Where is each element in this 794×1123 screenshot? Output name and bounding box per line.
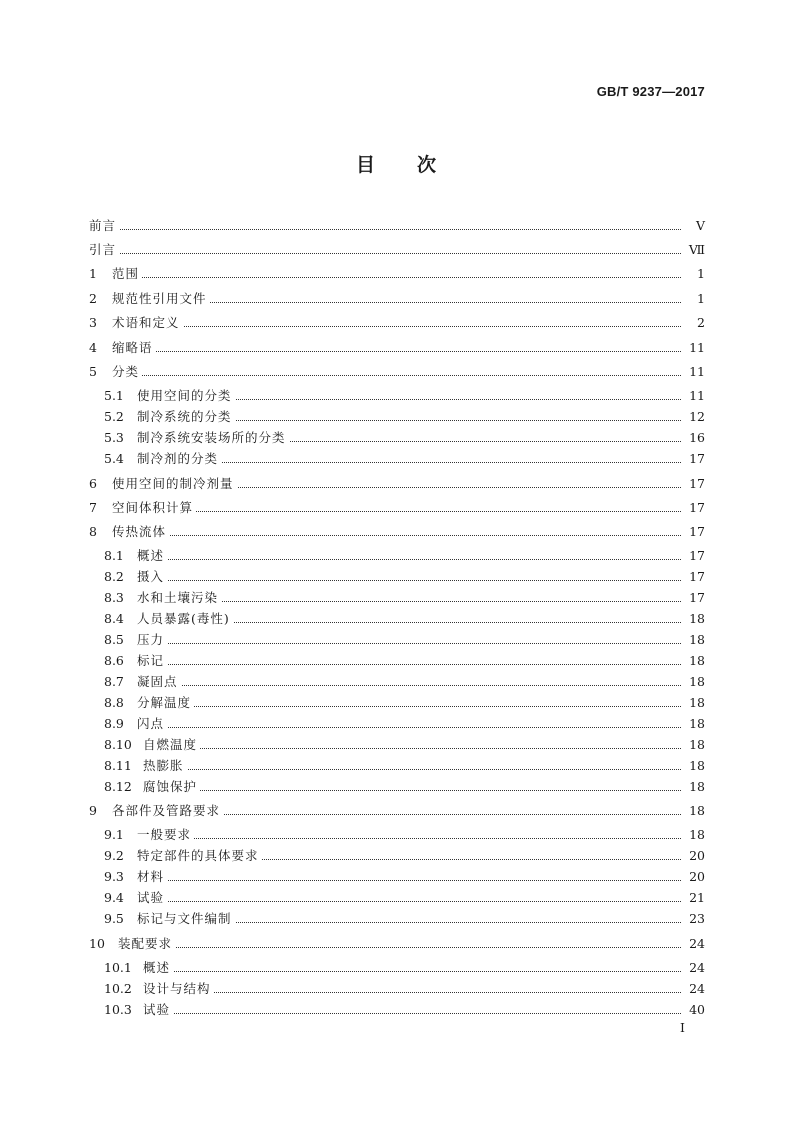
toc-leader-dots: [89, 253, 681, 254]
toc-leader-dots: [143, 1013, 681, 1014]
toc-entry-number: 5: [89, 364, 97, 379]
toc-entry-page: 18: [686, 778, 705, 796]
toc-leader-dots: [143, 992, 681, 993]
toc-entry-number: 8.1: [104, 548, 124, 563]
toc-leader-dots: [137, 580, 681, 581]
toc-entry-page: 21: [686, 889, 705, 907]
toc-leader-dots: [137, 706, 681, 707]
toc-entry-page: 11: [686, 363, 705, 381]
standard-code: GB/T 9237—2017: [596, 84, 705, 99]
toc-entry-page: 1: [694, 265, 705, 283]
toc-entry[interactable]: [0, 429, 794, 447]
toc-entry-page: 18: [686, 802, 705, 820]
toc-entry-label: 闪点: [137, 715, 167, 733]
toc-leader-dots: [143, 748, 681, 749]
toc-entry-number: 5.2: [104, 409, 124, 424]
toc-entry-number: 8.11: [104, 758, 132, 773]
toc-entry-number: 6: [89, 476, 97, 491]
toc-entry[interactable]: [0, 959, 794, 977]
toc-entry[interactable]: [0, 241, 794, 259]
toc-entry[interactable]: [0, 217, 794, 235]
toc-leader-dots: [137, 643, 681, 644]
toc-entry[interactable]: [0, 547, 794, 565]
toc-leader-dots: [112, 326, 681, 327]
toc-entry-label: 使用空间的分类: [137, 387, 235, 405]
toc-leader-dots: [137, 901, 681, 902]
toc-entry[interactable]: [0, 610, 794, 628]
toc-entry-number: 2: [89, 291, 97, 306]
toc-entry[interactable]: [0, 499, 794, 517]
toc-entry-label: 制冷系统安装场所的分类: [137, 429, 289, 447]
toc-entry-number: 8.4: [104, 611, 124, 626]
toc-entry[interactable]: [0, 387, 794, 405]
toc-entry-label: 规范性引用文件: [112, 290, 210, 308]
toc-entry-page: 24: [686, 959, 705, 977]
toc-entry-page: 11: [686, 387, 705, 405]
toc-entry-number: 8.8: [104, 695, 124, 710]
page-title-char-1: 目: [355, 154, 377, 176]
toc-leader-dots: [143, 769, 681, 770]
toc-entry-label: 人员暴露(毒性): [137, 610, 233, 628]
toc-entry-page: 24: [686, 980, 705, 998]
toc-entry-page: 17: [686, 589, 705, 607]
toc-entry[interactable]: [0, 475, 794, 493]
toc-entry[interactable]: [0, 736, 794, 754]
toc-entry[interactable]: [0, 715, 794, 733]
toc-entry[interactable]: [0, 523, 794, 541]
toc-entry-page: 2: [694, 314, 705, 332]
toc-entry-page: 11: [686, 339, 705, 357]
toc-entry-label: 试验: [143, 1001, 173, 1019]
toc-entry-label: 术语和定义: [112, 314, 183, 332]
toc-entry-number: 10.3: [104, 1002, 132, 1017]
toc-entry[interactable]: [0, 778, 794, 796]
page-title-char-2: 次: [417, 154, 439, 176]
toc-entry-label: 设计与结构: [143, 980, 214, 998]
toc-leader-dots: [137, 664, 681, 665]
toc-entry[interactable]: [0, 802, 794, 820]
toc-entry-number: 9.5: [104, 911, 124, 926]
toc-entry-label: 制冷系统的分类: [137, 408, 235, 426]
toc-entry-number: 9.1: [104, 827, 124, 842]
toc-entry-page: 18: [686, 694, 705, 712]
toc-entry-number: 9.2: [104, 848, 124, 863]
toc-entry-label: 材料: [137, 868, 167, 886]
toc-entry[interactable]: [0, 826, 794, 844]
toc-entry[interactable]: [0, 757, 794, 775]
toc-entry-page: 17: [686, 547, 705, 565]
toc-entry-page: 17: [686, 450, 705, 468]
toc-leader-dots: [112, 535, 681, 536]
toc-entry-label: 一般要求: [137, 826, 194, 844]
toc-entry-number: 9.4: [104, 890, 124, 905]
toc-entry-label: 概述: [137, 547, 167, 565]
toc-entry-label: 摄入: [137, 568, 167, 586]
toc-entry-page: 17: [686, 523, 705, 541]
toc-entry-number: 4: [89, 340, 97, 355]
toc-leader-dots: [112, 375, 681, 376]
toc-entry[interactable]: [0, 980, 794, 998]
toc-entry-label: 标记: [137, 652, 167, 670]
toc-entry-number: 8.5: [104, 632, 124, 647]
toc-entry-page: 17: [686, 499, 705, 517]
toc-leader-dots: [137, 559, 681, 560]
toc-entry-number: 5.4: [104, 451, 124, 466]
toc-entry[interactable]: [0, 631, 794, 649]
toc-entry[interactable]: [0, 935, 794, 953]
toc-entry[interactable]: [0, 868, 794, 886]
toc-entry-page: 18: [686, 826, 705, 844]
toc-entry[interactable]: [0, 589, 794, 607]
toc-entry-number: 9: [89, 803, 97, 818]
toc-entry-page: Ⅶ: [686, 241, 705, 259]
toc-entry-page: 18: [686, 715, 705, 733]
toc-entry-page: 20: [686, 847, 705, 865]
toc-entry-label: 使用空间的制冷剂量: [112, 475, 237, 493]
toc-leader-dots: [89, 229, 681, 230]
toc-entry-page: 18: [686, 652, 705, 670]
toc-entry-label: 前言: [89, 217, 119, 235]
toc-entry[interactable]: [0, 265, 794, 283]
toc-entry[interactable]: [0, 314, 794, 332]
toc-entry-page: 1: [694, 290, 705, 308]
toc-entry-page: 12: [686, 408, 705, 426]
toc-leader-dots: [112, 351, 681, 352]
toc-entry[interactable]: [0, 910, 794, 928]
toc-entry-page: 18: [686, 736, 705, 754]
toc-entry[interactable]: [0, 363, 794, 381]
toc-entry-label: 装配要求: [118, 935, 175, 953]
toc-entry-number: 5.3: [104, 430, 124, 445]
toc-entry-number: 8.9: [104, 716, 124, 731]
toc-entry-page: 17: [686, 475, 705, 493]
toc-entry-number: 8.6: [104, 653, 124, 668]
toc-entry-page: 20: [686, 868, 705, 886]
toc-entry-number: 9.3: [104, 869, 124, 884]
toc-entry-label: 腐蚀保护: [143, 778, 200, 796]
toc-entry-number: 8.7: [104, 674, 124, 689]
toc-entry-number: 8.3: [104, 590, 124, 605]
toc-entry-label: 压力: [137, 631, 167, 649]
toc-entry-number: 3: [89, 315, 97, 330]
toc-entry[interactable]: [0, 290, 794, 308]
toc-entry[interactable]: [0, 694, 794, 712]
toc-leader-dots: [143, 971, 681, 972]
toc-entry[interactable]: [0, 339, 794, 357]
toc-entry[interactable]: [0, 673, 794, 691]
toc-leader-dots: [137, 880, 681, 881]
toc-entry[interactable]: [0, 889, 794, 907]
toc-entry[interactable]: [0, 1001, 794, 1019]
toc-entry-number: 10: [89, 936, 105, 951]
toc-entry-number: 7: [89, 500, 97, 515]
toc-leader-dots: [112, 277, 681, 278]
toc-entry-label: 空间体积计算: [112, 499, 196, 517]
toc-entry-number: 5.1: [104, 388, 124, 403]
toc-entry-label: 凝固点: [137, 673, 181, 691]
toc-leader-dots: [112, 511, 681, 512]
toc-entry-number: 10.1: [104, 960, 132, 975]
toc-entry-page: 18: [686, 631, 705, 649]
toc-leader-dots: [137, 838, 681, 839]
toc-entry-label: 自燃温度: [143, 736, 200, 754]
toc-leader-dots: [143, 790, 681, 791]
toc-entry[interactable]: [0, 568, 794, 586]
toc-entry-label: 标记与文件编制: [137, 910, 235, 928]
toc-leader-dots: [118, 947, 681, 948]
toc-entry-number: 1: [89, 266, 97, 281]
toc-entry-page: 24: [686, 935, 705, 953]
toc-entry-label: 制冷剂的分类: [137, 450, 221, 468]
toc-entry-page: 40: [686, 1001, 705, 1019]
toc-entry-page: 18: [686, 610, 705, 628]
toc-entry-label: 特定部件的具体要求: [137, 847, 262, 865]
toc-entry[interactable]: [0, 652, 794, 670]
toc-entry[interactable]: [0, 450, 794, 468]
toc-entry-page: 18: [686, 757, 705, 775]
toc-entry-page: 16: [686, 429, 705, 447]
toc-entry-label: 各部件及管路要求: [112, 802, 223, 820]
toc-entry-label: 分解温度: [137, 694, 194, 712]
toc-entry-label: 传热流体: [112, 523, 169, 541]
toc-entry-label: 热膨胀: [143, 757, 187, 775]
toc-entry[interactable]: [0, 847, 794, 865]
page-number: Ⅰ: [680, 1020, 685, 1035]
toc-entry-page: 18: [686, 673, 705, 691]
toc-entry-label: 缩略语: [112, 339, 156, 357]
toc-entry-number: 8.2: [104, 569, 124, 584]
toc-leader-dots: [137, 727, 681, 728]
toc-entry-label: 试验: [137, 889, 167, 907]
toc-entry-number: 8.10: [104, 737, 132, 752]
toc-entry-number: 10.2: [104, 981, 132, 996]
toc-entry[interactable]: [0, 408, 794, 426]
toc-entry-page: 23: [686, 910, 705, 928]
toc-entry-label: 引言: [89, 241, 119, 259]
toc-entry-page: 17: [686, 568, 705, 586]
toc-entry-label: 水和土壤污染: [137, 589, 221, 607]
toc-leader-dots: [137, 685, 681, 686]
toc-entry-number: 8: [89, 524, 97, 539]
toc-entry-label: 概述: [143, 959, 173, 977]
toc-entry-page: Ⅴ: [693, 217, 705, 235]
toc-entry-number: 8.12: [104, 779, 132, 794]
toc-entry-label: 范围: [112, 265, 142, 283]
toc-entry-label: 分类: [112, 363, 142, 381]
